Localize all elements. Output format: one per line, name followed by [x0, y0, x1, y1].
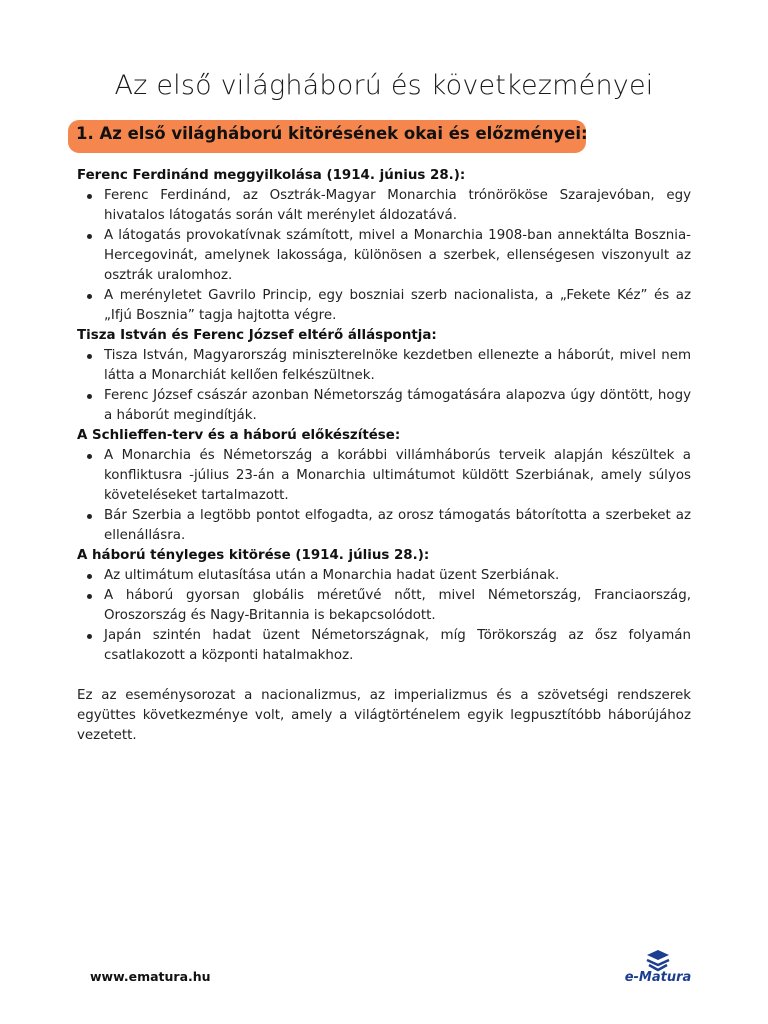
footer-url-link[interactable]: www.ematura.hu	[90, 969, 211, 984]
closing-paragraph: Ez az eseménysorozat a nacionalizmus, az imperializmus és a szövetségi rendszerek együttes következménye volt, amely a világtörténelem egyik legpusztítóbb háborújához vezetett.	[77, 688, 691, 743]
subheading: Ferenc Ferdinánd meggyilkolása (1914. június 28.):	[77, 168, 466, 183]
bullet-item: Ferenc Ferdinánd, az Osztrák-Magyar Monarchia trónörököse Szarajevóban, egy hivatalos látogatás során vált merénylet áldozatává.	[77, 186, 691, 226]
bullet-item: Tisza István, Magyarország miniszterelnöke kezdetben ellenezte a háborút, mivel nem látta a Monarchiát kellően felkészültnek.	[77, 346, 691, 386]
page-title: Az első világháború és következményei	[114, 70, 654, 101]
bullet-list	[77, 346, 691, 426]
graduation-cap-icon	[644, 950, 672, 972]
subheading: A háború tényleges kitörése (1914. július 28.):	[77, 548, 430, 563]
subheading: A Schlieffen-terv és a háború előkészítése:	[77, 428, 401, 443]
bullet-list	[77, 566, 691, 666]
bullet-item: Japán szintén hadat üzent Németországnak, míg Törökország az ősz folyamán csatlakozott a központi hatalmakhoz.	[77, 626, 691, 666]
bullet-list	[77, 446, 691, 546]
subheading: Tisza István és Ferenc József eltérő álláspontja:	[77, 328, 437, 343]
logo-text: e-Matura	[624, 970, 692, 985]
bullet-item: Bár Szerbia a legtöbb pontot elfogadta, az orosz támogatás bátorította a szerbeket az ellenállásra.	[77, 506, 691, 546]
bullet-item: A Monarchia és Németország a korábbi villámháborús terveik alapján készültek a konfliktusra -július 23-án a Monarchia ultimátumot küldött Szerbiának, amely súlyos követeléseket tartalmazott.	[77, 446, 691, 506]
section-heading: 1. Az első világháború kitörésének okai és előzményei:	[68, 120, 586, 153]
bullet-item: A merényletet Gavrilo Princip, egy boszniai szerb nacionalista, a „Fekete Kéz” és az „Ifjú Bosznia” tagja hajtotta végre.	[77, 286, 691, 326]
section-content	[77, 166, 691, 759]
bullet-item: A látogatás provokatívnak számított, mivel a Monarchia 1908-ban annektálta Bosznia-Hercegovinát, amelynek lakossága, különösen a szerbek, ellenségesen viszonyult az osztrák uralomhoz.	[77, 226, 691, 286]
ematura-logo[interactable]	[618, 950, 698, 990]
bullet-item: A háború gyorsan globális méretűvé nőtt, mivel Németország, Franciaország, Oroszország és Nagy-Britannia is bekapcsolódott.	[77, 586, 691, 626]
bullet-list	[77, 186, 691, 326]
bullet-item: Az ultimátum elutasítása után a Monarchia hadat üzent Szerbiának.	[77, 566, 691, 586]
bullet-item: Ferenc József császár azonban Németország támogatására alapozva úgy döntött, hogy a háborút megindítják.	[77, 386, 691, 426]
